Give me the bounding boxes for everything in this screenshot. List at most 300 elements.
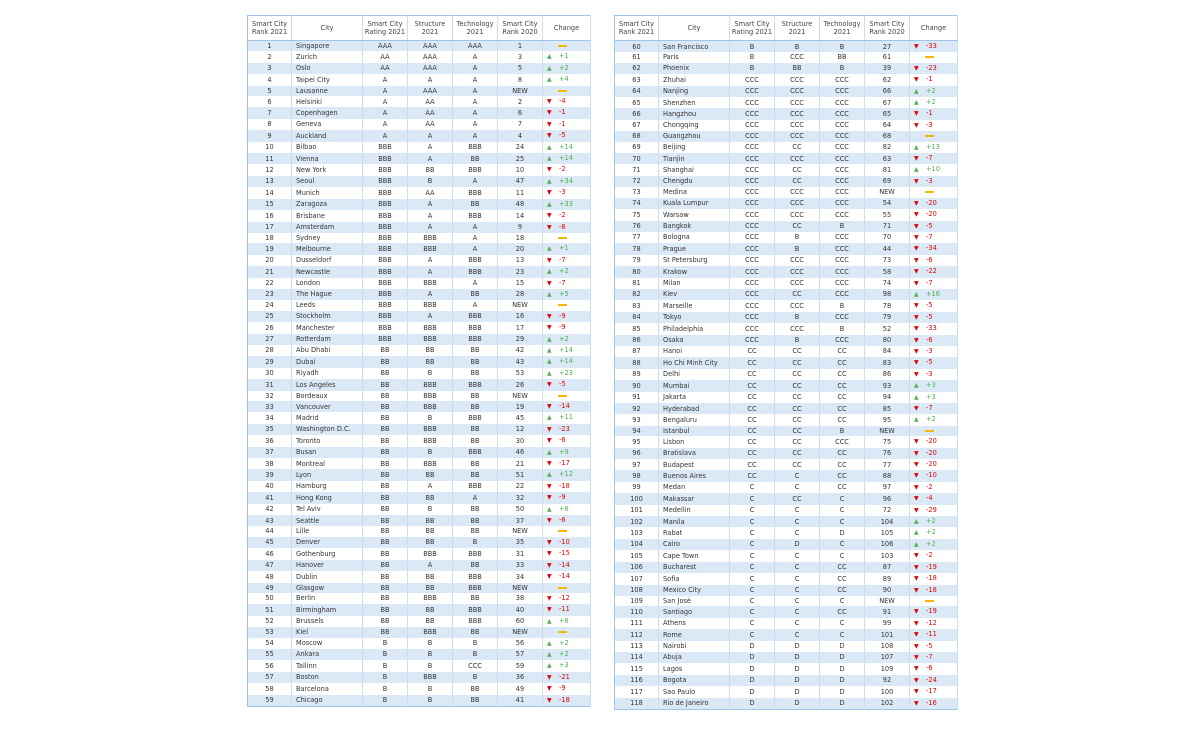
- structure-2021-cell: AA: [408, 96, 453, 107]
- city-cell: Hangzhou: [659, 108, 730, 119]
- city-cell: Seoul: [292, 176, 363, 187]
- rank-2020-cell: 44: [865, 243, 910, 254]
- change-value: -18: [926, 574, 937, 583]
- rating-2021-cell: BB: [363, 526, 408, 536]
- technology-2021-cell: BB: [453, 627, 498, 637]
- city-cell: Moscow: [292, 638, 363, 649]
- structure-2021-cell: B: [408, 447, 453, 458]
- triangle-down-icon: ▼: [914, 676, 919, 684]
- technology-2021-cell: A: [453, 176, 498, 187]
- triangle-up-icon: ▲: [547, 76, 552, 84]
- rating-2021-cell: BB: [363, 515, 408, 526]
- rank-2020-cell: NEW: [498, 300, 543, 310]
- structure-2021-cell: D: [775, 686, 820, 697]
- city-cell: Kuala Lumpur: [659, 198, 730, 209]
- dash-icon: [925, 191, 934, 193]
- city-cell: Glasgow: [292, 583, 363, 593]
- technology-2021-cell: C: [820, 629, 865, 640]
- triangle-down-icon: ▼: [914, 552, 919, 560]
- rating-2021-cell: BBB: [363, 322, 408, 333]
- change-value: -20: [926, 448, 937, 457]
- triangle-down-icon: ▼: [914, 359, 919, 367]
- city-cell: Cape Town: [659, 550, 730, 561]
- structure-2021-cell: BBB: [408, 401, 453, 412]
- rank-2021-cell: 80: [615, 266, 659, 277]
- change-cell: [910, 573, 958, 584]
- table-row: [248, 187, 591, 198]
- table-row: [248, 469, 591, 480]
- rank-2020-cell: 57: [498, 649, 543, 660]
- rank-2020-cell: 49: [498, 683, 543, 694]
- city-cell: Bogota: [659, 675, 730, 686]
- change-value: +2: [926, 539, 936, 548]
- change-value: +2: [926, 86, 936, 95]
- rank-2020-cell: 79: [865, 312, 910, 323]
- triangle-down-icon: ▼: [914, 699, 919, 707]
- rank-2021-cell: 26: [248, 322, 292, 333]
- rating-2021-cell: CC: [730, 414, 775, 425]
- change-value: +23: [559, 368, 573, 377]
- technology-2021-cell: BBB: [453, 604, 498, 615]
- rating-2021-cell: BBB: [363, 187, 408, 198]
- rating-2021-cell: CCC: [730, 164, 775, 175]
- change-cell: [543, 266, 591, 277]
- change-cell: [910, 459, 958, 470]
- rank-2020-cell: 29: [498, 334, 543, 345]
- structure-2021-cell: A: [408, 481, 453, 492]
- technology-2021-cell: CC: [820, 414, 865, 425]
- technology-2021-cell: C: [820, 539, 865, 550]
- triangle-down-icon: ▼: [914, 438, 919, 446]
- change-value: -18: [926, 585, 937, 594]
- triangle-down-icon: ▼: [914, 472, 919, 480]
- triangle-down-icon: ▼: [914, 631, 919, 639]
- change-cell: [910, 698, 958, 710]
- change-cell: [910, 312, 958, 323]
- structure-2021-cell: BBB: [408, 243, 453, 254]
- change-value: -3: [559, 188, 566, 197]
- rank-2020-cell: 26: [498, 379, 543, 390]
- city-cell: Manila: [659, 516, 730, 527]
- triangle-down-icon: ▼: [547, 256, 552, 264]
- city-cell: Singapore: [292, 41, 363, 52]
- structure-2021-cell: AAA: [408, 51, 453, 62]
- change-value: -12: [559, 593, 570, 602]
- rank-2021-cell: 20: [248, 255, 292, 266]
- rank-2021-cell: 51: [248, 604, 292, 615]
- rating-2021-cell: CC: [730, 459, 775, 470]
- change-cell: [543, 695, 591, 707]
- change-cell: [543, 683, 591, 694]
- rank-2021-cell: 25: [248, 311, 292, 322]
- rating-2021-cell: BBB: [363, 164, 408, 175]
- rank-2020-cell: 102: [865, 698, 910, 710]
- table-row: [248, 583, 591, 593]
- rating-2021-cell: CCC: [730, 289, 775, 300]
- triangle-down-icon: ▼: [547, 381, 552, 389]
- rank-2020-cell: 77: [865, 459, 910, 470]
- rank-2021-cell: 105: [615, 550, 659, 561]
- triangle-up-icon: ▲: [547, 155, 552, 163]
- rank-2020-cell: 61: [865, 52, 910, 62]
- rank-2020-cell: 53: [498, 368, 543, 379]
- change-cell: [910, 108, 958, 119]
- technology-2021-cell: CCC: [820, 120, 865, 131]
- city-cell: Buenos Aires: [659, 470, 730, 481]
- rank-2021-cell: 6: [248, 96, 292, 107]
- triangle-down-icon: ▼: [914, 211, 919, 219]
- technology-2021-cell: A: [453, 86, 498, 96]
- technology-2021-cell: CC: [820, 573, 865, 584]
- rank-2020-cell: 98: [865, 289, 910, 300]
- change-value: -3: [926, 369, 933, 378]
- rank-2020-cell: 81: [865, 164, 910, 175]
- triangle-up-icon: ▲: [547, 200, 552, 208]
- rating-2021-cell: D: [730, 641, 775, 652]
- rating-2021-cell: D: [730, 698, 775, 710]
- rank-2020-cell: 25: [498, 153, 543, 164]
- rank-2021-cell: 118: [615, 698, 659, 710]
- rank-2021-cell: 22: [248, 278, 292, 289]
- technology-2021-cell: CCC: [820, 74, 865, 85]
- header-rating-2021: Smart City Rating 2021: [363, 16, 408, 41]
- city-cell: Ho Chi Minh City: [659, 357, 730, 368]
- table-row: [615, 232, 958, 243]
- change-cell: [910, 641, 958, 652]
- rating-2021-cell: A: [363, 74, 408, 85]
- triangle-down-icon: ▼: [914, 347, 919, 355]
- change-cell: [543, 96, 591, 107]
- change-cell: [910, 232, 958, 243]
- rank-2021-cell: 56: [248, 660, 292, 671]
- triangle-down-icon: ▼: [547, 324, 552, 332]
- dash-icon: [925, 600, 934, 602]
- rating-2021-cell: BBB: [363, 233, 408, 243]
- rating-2021-cell: CCC: [730, 266, 775, 277]
- table-row: [248, 401, 591, 412]
- rating-2021-cell: CC: [730, 448, 775, 459]
- technology-2021-cell: B: [453, 649, 498, 660]
- city-cell: Rotterdam: [292, 334, 363, 345]
- change-cell: [910, 142, 958, 153]
- structure-2021-cell: BB: [408, 469, 453, 480]
- rank-2021-cell: 12: [248, 164, 292, 175]
- table-row: [248, 672, 591, 683]
- rank-2020-cell: 15: [498, 278, 543, 289]
- rank-2021-cell: 36: [248, 435, 292, 446]
- rating-2021-cell: BBB: [363, 199, 408, 210]
- structure-2021-cell: CCC: [775, 198, 820, 209]
- change-cell: [543, 119, 591, 130]
- rating-2021-cell: CCC: [730, 198, 775, 209]
- rating-2021-cell: CCC: [730, 209, 775, 220]
- technology-2021-cell: BB: [453, 368, 498, 379]
- rank-2020-cell: NEW: [498, 86, 543, 96]
- structure-2021-cell: CC: [775, 426, 820, 436]
- structure-2021-cell: BBB: [408, 424, 453, 435]
- technology-2021-cell: C: [820, 596, 865, 606]
- change-cell: [543, 435, 591, 446]
- structure-2021-cell: BB: [408, 571, 453, 582]
- rating-2021-cell: C: [730, 516, 775, 527]
- change-cell: [543, 481, 591, 492]
- rank-2021-cell: 49: [248, 583, 292, 593]
- triangle-down-icon: ▼: [914, 268, 919, 276]
- technology-2021-cell: B: [820, 426, 865, 436]
- structure-2021-cell: BBB: [408, 458, 453, 469]
- change-value: -22: [926, 267, 937, 276]
- dash-icon: [558, 631, 567, 633]
- rating-2021-cell: A: [363, 86, 408, 96]
- change-cell: [910, 436, 958, 447]
- structure-2021-cell: AA: [408, 119, 453, 130]
- structure-2021-cell: CCC: [775, 300, 820, 311]
- table-row: [248, 526, 591, 536]
- table-row: [615, 131, 958, 141]
- rank-2020-cell: NEW: [498, 526, 543, 536]
- rating-2021-cell: CCC: [730, 108, 775, 119]
- city-cell: Bilbao: [292, 142, 363, 153]
- technology-2021-cell: BB: [453, 560, 498, 571]
- table-row: [248, 504, 591, 515]
- technology-2021-cell: CCC: [820, 209, 865, 220]
- table-row: [615, 108, 958, 119]
- table-row: [615, 573, 958, 584]
- table-row: [248, 210, 591, 221]
- rank-2021-cell: 79: [615, 255, 659, 266]
- city-cell: Istanbul: [659, 426, 730, 436]
- table-row: [248, 345, 591, 356]
- change-cell: [910, 663, 958, 674]
- rating-2021-cell: B: [730, 63, 775, 74]
- city-cell: Lausanne: [292, 86, 363, 96]
- technology-2021-cell: CCC: [820, 266, 865, 277]
- city-cell: Medina: [659, 187, 730, 197]
- structure-2021-cell: BB: [408, 583, 453, 593]
- structure-2021-cell: A: [408, 199, 453, 210]
- rating-2021-cell: A: [363, 96, 408, 107]
- rank-2020-cell: NEW: [865, 426, 910, 436]
- city-cell: Riyadh: [292, 368, 363, 379]
- structure-2021-cell: BBB: [408, 391, 453, 401]
- city-cell: Hong Kong: [292, 492, 363, 503]
- city-cell: Cairo: [659, 539, 730, 550]
- rank-2021-cell: 47: [248, 560, 292, 571]
- technology-2021-cell: D: [820, 698, 865, 710]
- rank-2020-cell: 68: [865, 131, 910, 141]
- change-value: +2: [926, 98, 936, 107]
- rank-2021-cell: 66: [615, 108, 659, 119]
- rating-2021-cell: CCC: [730, 255, 775, 266]
- table-row: [615, 63, 958, 74]
- structure-2021-cell: B: [408, 649, 453, 660]
- change-cell: [543, 391, 591, 401]
- rank-2021-cell: 99: [615, 482, 659, 493]
- technology-2021-cell: BBB: [453, 255, 498, 266]
- rating-2021-cell: CC: [730, 436, 775, 447]
- change-value: -10: [559, 537, 570, 546]
- rank-2021-cell: 114: [615, 652, 659, 663]
- technology-2021-cell: CC: [820, 562, 865, 573]
- city-cell: Hamburg: [292, 481, 363, 492]
- city-cell: Ankara: [292, 649, 363, 660]
- technology-2021-cell: B: [820, 221, 865, 232]
- table-row: [615, 403, 958, 414]
- triangle-up-icon: ▲: [914, 290, 919, 298]
- triangle-up-icon: ▲: [547, 335, 552, 343]
- rank-2020-cell: 38: [498, 593, 543, 604]
- change-value: +14: [559, 142, 573, 151]
- triangle-up-icon: ▲: [547, 639, 552, 647]
- triangle-up-icon: ▲: [547, 245, 552, 253]
- structure-2021-cell: A: [408, 289, 453, 300]
- table-row: [248, 107, 591, 118]
- rating-2021-cell: BB: [363, 504, 408, 515]
- table-row: [248, 51, 591, 62]
- rank-2021-cell: 98: [615, 470, 659, 481]
- technology-2021-cell: A: [453, 492, 498, 503]
- table-row: [615, 209, 958, 220]
- rank-2021-cell: 90: [615, 380, 659, 391]
- change-cell: [543, 649, 591, 660]
- structure-2021-cell: C: [775, 482, 820, 493]
- rank-2020-cell: NEW: [865, 187, 910, 197]
- technology-2021-cell: CC: [820, 482, 865, 493]
- change-cell: [910, 482, 958, 493]
- technology-2021-cell: BBB: [453, 481, 498, 492]
- city-cell: Medan: [659, 482, 730, 493]
- technology-2021-cell: A: [453, 243, 498, 254]
- table-row: [248, 649, 591, 660]
- triangle-down-icon: ▼: [547, 696, 552, 704]
- city-cell: Guangzhou: [659, 131, 730, 141]
- technology-2021-cell: B: [820, 300, 865, 311]
- rank-2020-cell: 16: [498, 311, 543, 322]
- rating-2021-cell: CCC: [730, 300, 775, 311]
- technology-2021-cell: CC: [820, 459, 865, 470]
- change-value: -1: [926, 109, 933, 118]
- city-cell: Sydney: [292, 233, 363, 243]
- rating-2021-cell: B: [363, 672, 408, 683]
- rank-2020-cell: 86: [865, 369, 910, 380]
- rank-2020-cell: 97: [865, 482, 910, 493]
- rank-2021-cell: 81: [615, 278, 659, 289]
- rank-2021-cell: 3: [248, 63, 292, 74]
- technology-2021-cell: BBB: [453, 311, 498, 322]
- city-cell: Seattle: [292, 515, 363, 526]
- technology-2021-cell: BB: [453, 515, 498, 526]
- rank-2020-cell: 45: [498, 412, 543, 423]
- change-cell: [910, 86, 958, 97]
- city-cell: Phoenix: [659, 63, 730, 74]
- table-row: [615, 278, 958, 289]
- rank-2021-cell: 7: [248, 107, 292, 118]
- rank-2021-cell: 31: [248, 379, 292, 390]
- technology-2021-cell: A: [453, 107, 498, 118]
- technology-2021-cell: BB: [453, 401, 498, 412]
- change-cell: [910, 470, 958, 481]
- structure-2021-cell: C: [775, 527, 820, 538]
- rank-2020-cell: 60: [498, 616, 543, 627]
- city-cell: Boston: [292, 672, 363, 683]
- dash-icon: [558, 530, 567, 532]
- table-row: [248, 41, 591, 52]
- rank-2021-cell: 34: [248, 412, 292, 423]
- triangle-down-icon: ▼: [914, 586, 919, 594]
- city-cell: Tokyo: [659, 312, 730, 323]
- change-value: -29: [926, 505, 937, 514]
- triangle-up-icon: ▲: [914, 143, 919, 151]
- rank-2020-cell: 1: [498, 41, 543, 52]
- technology-2021-cell: BB: [453, 289, 498, 300]
- rating-2021-cell: BB: [363, 469, 408, 480]
- change-value: -19: [926, 607, 937, 616]
- rank-2020-cell: 100: [865, 686, 910, 697]
- city-cell: London: [292, 278, 363, 289]
- change-cell: [910, 369, 958, 380]
- triangle-down-icon: ▼: [914, 688, 919, 696]
- city-cell: Delhi: [659, 369, 730, 380]
- rating-2021-cell: BB: [363, 412, 408, 423]
- rating-2021-cell: CC: [730, 357, 775, 368]
- triangle-down-icon: ▼: [547, 212, 552, 220]
- structure-2021-cell: CC: [775, 176, 820, 187]
- structure-2021-cell: A: [408, 311, 453, 322]
- technology-2021-cell: CCC: [820, 335, 865, 346]
- city-cell: Bologna: [659, 232, 730, 243]
- table-row: [615, 255, 958, 266]
- table-row: [248, 119, 591, 130]
- rank-2021-cell: 59: [248, 695, 292, 707]
- city-cell: Sao Paulo: [659, 686, 730, 697]
- header-rating-2021: Smart City Rating 2021: [730, 16, 775, 41]
- rank-2020-cell: 43: [498, 356, 543, 367]
- change-value: -20: [926, 437, 937, 446]
- structure-2021-cell: B: [775, 335, 820, 346]
- triangle-down-icon: ▼: [547, 460, 552, 468]
- rank-2021-cell: 35: [248, 424, 292, 435]
- triangle-down-icon: ▼: [547, 594, 552, 602]
- table-row: [248, 222, 591, 233]
- structure-2021-cell: BB: [408, 526, 453, 536]
- triangle-down-icon: ▼: [914, 222, 919, 230]
- technology-2021-cell: BBB: [453, 334, 498, 345]
- city-cell: Kiel: [292, 627, 363, 637]
- rating-2021-cell: BB: [363, 345, 408, 356]
- table-row: [248, 683, 591, 694]
- rank-2021-cell: 27: [248, 334, 292, 345]
- table-row: [615, 606, 958, 617]
- technology-2021-cell: B: [453, 638, 498, 649]
- change-cell: [910, 652, 958, 663]
- rank-2021-cell: 100: [615, 493, 659, 504]
- table-row: [248, 571, 591, 582]
- change-value: -9: [559, 684, 566, 693]
- rank-2021-cell: 108: [615, 585, 659, 596]
- change-value: -10: [926, 471, 937, 480]
- rank-2021-cell: 52: [248, 616, 292, 627]
- table-row: [248, 266, 591, 277]
- table-row: [615, 187, 958, 197]
- table-row: [615, 369, 958, 380]
- change-value: -5: [926, 312, 933, 321]
- city-cell: Oslo: [292, 63, 363, 74]
- triangle-up-icon: ▲: [914, 382, 919, 390]
- rank-2020-cell: 80: [865, 335, 910, 346]
- city-cell: Paris: [659, 52, 730, 62]
- rating-2021-cell: BB: [363, 356, 408, 367]
- change-cell: [910, 448, 958, 459]
